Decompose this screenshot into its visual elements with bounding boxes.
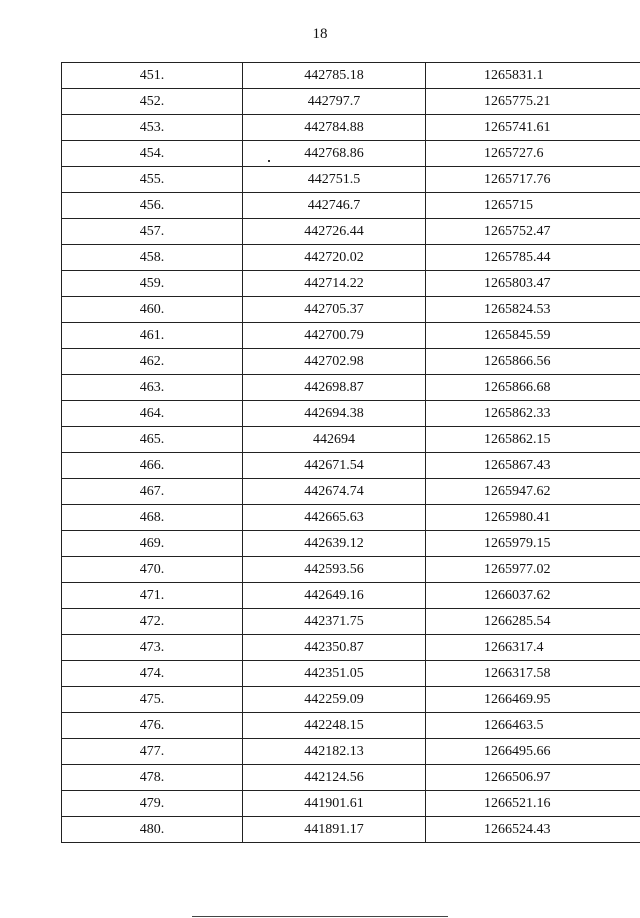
table-row bbox=[62, 817, 640, 843]
x-coordinate-cell: 442351.05 bbox=[243, 661, 426, 687]
x-coordinate-cell: 442705.37 bbox=[243, 297, 426, 323]
point-number-cell: 461. bbox=[62, 323, 243, 349]
table-row bbox=[62, 401, 640, 427]
y-coordinate-cell: 1266524.43 bbox=[426, 817, 640, 843]
x-coordinate-cell: 442665.63 bbox=[243, 505, 426, 531]
table-row bbox=[62, 453, 640, 479]
point-number-cell: 459. bbox=[62, 271, 243, 297]
x-coordinate-cell: 442702.98 bbox=[243, 349, 426, 375]
table-row bbox=[62, 323, 640, 349]
y-coordinate-cell: 1266521.16 bbox=[426, 791, 640, 817]
x-coordinate-cell: 442751.5 bbox=[243, 167, 426, 193]
x-coordinate-cell: 442182.13 bbox=[243, 739, 426, 765]
x-coordinate-cell: 442698.87 bbox=[243, 375, 426, 401]
point-number-cell: 480. bbox=[62, 817, 243, 843]
x-coordinate-cell: 442674.74 bbox=[243, 479, 426, 505]
table-row bbox=[62, 505, 640, 531]
point-number-cell: 458. bbox=[62, 245, 243, 271]
x-coordinate-cell: 442694 bbox=[243, 427, 426, 453]
table-row bbox=[62, 583, 640, 609]
y-coordinate-cell: 1265831.1 bbox=[426, 63, 640, 89]
table-row bbox=[62, 531, 640, 557]
point-number-cell: 469. bbox=[62, 531, 243, 557]
x-coordinate-cell: 442720.02 bbox=[243, 245, 426, 271]
x-coordinate-cell: 442726.44 bbox=[243, 219, 426, 245]
y-coordinate-cell: 1265862.15 bbox=[426, 427, 640, 453]
scan-speck bbox=[268, 160, 270, 162]
y-coordinate-cell: 1265715 bbox=[426, 193, 640, 219]
point-number-cell: 471. bbox=[62, 583, 243, 609]
x-coordinate-cell: 442714.22 bbox=[243, 271, 426, 297]
y-coordinate-cell: 1265866.68 bbox=[426, 375, 640, 401]
table-row bbox=[62, 297, 640, 323]
table-row bbox=[62, 635, 640, 661]
y-coordinate-cell: 1265727.6 bbox=[426, 141, 640, 167]
x-coordinate-cell: 442671.54 bbox=[243, 453, 426, 479]
table-row bbox=[62, 661, 640, 687]
y-coordinate-cell: 1265785.44 bbox=[426, 245, 640, 271]
table-row bbox=[62, 271, 640, 297]
point-number-cell: 465. bbox=[62, 427, 243, 453]
point-number-cell: 477. bbox=[62, 739, 243, 765]
table-row bbox=[62, 115, 640, 141]
y-coordinate-cell: 1266037.62 bbox=[426, 583, 640, 609]
table-row bbox=[62, 739, 640, 765]
y-coordinate-cell: 1265845.59 bbox=[426, 323, 640, 349]
table-row bbox=[62, 765, 640, 791]
table-row bbox=[62, 63, 640, 89]
x-coordinate-cell: 442785.18 bbox=[243, 63, 426, 89]
point-number-cell: 479. bbox=[62, 791, 243, 817]
y-coordinate-cell: 1265866.56 bbox=[426, 349, 640, 375]
table-row bbox=[62, 375, 640, 401]
page-bottom-edge bbox=[192, 916, 448, 917]
y-coordinate-cell: 1266469.95 bbox=[426, 687, 640, 713]
point-number-cell: 478. bbox=[62, 765, 243, 791]
y-coordinate-cell: 1266317.58 bbox=[426, 661, 640, 687]
x-coordinate-cell: 442124.56 bbox=[243, 765, 426, 791]
x-coordinate-cell: 441901.61 bbox=[243, 791, 426, 817]
point-number-cell: 470. bbox=[62, 557, 243, 583]
y-coordinate-cell: 1265977.02 bbox=[426, 557, 640, 583]
table-row bbox=[62, 557, 640, 583]
y-coordinate-cell: 1265824.53 bbox=[426, 297, 640, 323]
table-row bbox=[62, 791, 640, 817]
y-coordinate-cell: 1266463.5 bbox=[426, 713, 640, 739]
x-coordinate-cell: 442350.87 bbox=[243, 635, 426, 661]
y-coordinate-cell: 1265980.41 bbox=[426, 505, 640, 531]
y-coordinate-cell: 1265867.43 bbox=[426, 453, 640, 479]
table-row bbox=[62, 479, 640, 505]
point-number-cell: 457. bbox=[62, 219, 243, 245]
table-row bbox=[62, 245, 640, 271]
x-coordinate-cell: 442593.56 bbox=[243, 557, 426, 583]
point-number-cell: 451. bbox=[62, 63, 243, 89]
page-number: 18 bbox=[312, 26, 328, 42]
coordinates-table-body bbox=[62, 63, 640, 843]
table-row bbox=[62, 349, 640, 375]
x-coordinate-cell: 441891.17 bbox=[243, 817, 426, 843]
y-coordinate-cell: 1266495.66 bbox=[426, 739, 640, 765]
y-coordinate-cell: 1266317.4 bbox=[426, 635, 640, 661]
point-number-cell: 466. bbox=[62, 453, 243, 479]
x-coordinate-cell: 442259.09 bbox=[243, 687, 426, 713]
table-row bbox=[62, 141, 640, 167]
x-coordinate-cell: 442371.75 bbox=[243, 609, 426, 635]
point-number-cell: 460. bbox=[62, 297, 243, 323]
y-coordinate-cell: 1265741.61 bbox=[426, 115, 640, 141]
x-coordinate-cell: 442768.86 bbox=[243, 141, 426, 167]
table-row bbox=[62, 193, 640, 219]
y-coordinate-cell: 1265752.47 bbox=[426, 219, 640, 245]
point-number-cell: 473. bbox=[62, 635, 243, 661]
point-number-cell: 454. bbox=[62, 141, 243, 167]
y-coordinate-cell: 1266285.54 bbox=[426, 609, 640, 635]
point-number-cell: 452. bbox=[62, 89, 243, 115]
table-row bbox=[62, 687, 640, 713]
y-coordinate-cell: 1265862.33 bbox=[426, 401, 640, 427]
point-number-cell: 456. bbox=[62, 193, 243, 219]
x-coordinate-cell: 442639.12 bbox=[243, 531, 426, 557]
y-coordinate-cell: 1265775.21 bbox=[426, 89, 640, 115]
point-number-cell: 463. bbox=[62, 375, 243, 401]
y-coordinate-cell: 1265717.76 bbox=[426, 167, 640, 193]
point-number-cell: 474. bbox=[62, 661, 243, 687]
point-number-cell: 468. bbox=[62, 505, 243, 531]
table-row bbox=[62, 609, 640, 635]
y-coordinate-cell: 1265803.47 bbox=[426, 271, 640, 297]
y-coordinate-cell: 1265979.15 bbox=[426, 531, 640, 557]
y-coordinate-cell: 1266506.97 bbox=[426, 765, 640, 791]
y-coordinate-cell: 1265947.62 bbox=[426, 479, 640, 505]
point-number-cell: 475. bbox=[62, 687, 243, 713]
point-number-cell: 476. bbox=[62, 713, 243, 739]
table-row bbox=[62, 167, 640, 193]
x-coordinate-cell: 442694.38 bbox=[243, 401, 426, 427]
x-coordinate-cell: 442649.16 bbox=[243, 583, 426, 609]
coordinates-table bbox=[61, 62, 640, 843]
point-number-cell: 455. bbox=[62, 167, 243, 193]
table-row bbox=[62, 713, 640, 739]
point-number-cell: 453. bbox=[62, 115, 243, 141]
x-coordinate-cell: 442797.7 bbox=[243, 89, 426, 115]
point-number-cell: 467. bbox=[62, 479, 243, 505]
x-coordinate-cell: 442784.88 bbox=[243, 115, 426, 141]
point-number-cell: 464. bbox=[62, 401, 243, 427]
table-row bbox=[62, 219, 640, 245]
x-coordinate-cell: 442248.15 bbox=[243, 713, 426, 739]
point-number-cell: 472. bbox=[62, 609, 243, 635]
table-row bbox=[62, 427, 640, 453]
x-coordinate-cell: 442746.7 bbox=[243, 193, 426, 219]
point-number-cell: 462. bbox=[62, 349, 243, 375]
x-coordinate-cell: 442700.79 bbox=[243, 323, 426, 349]
table-row bbox=[62, 89, 640, 115]
